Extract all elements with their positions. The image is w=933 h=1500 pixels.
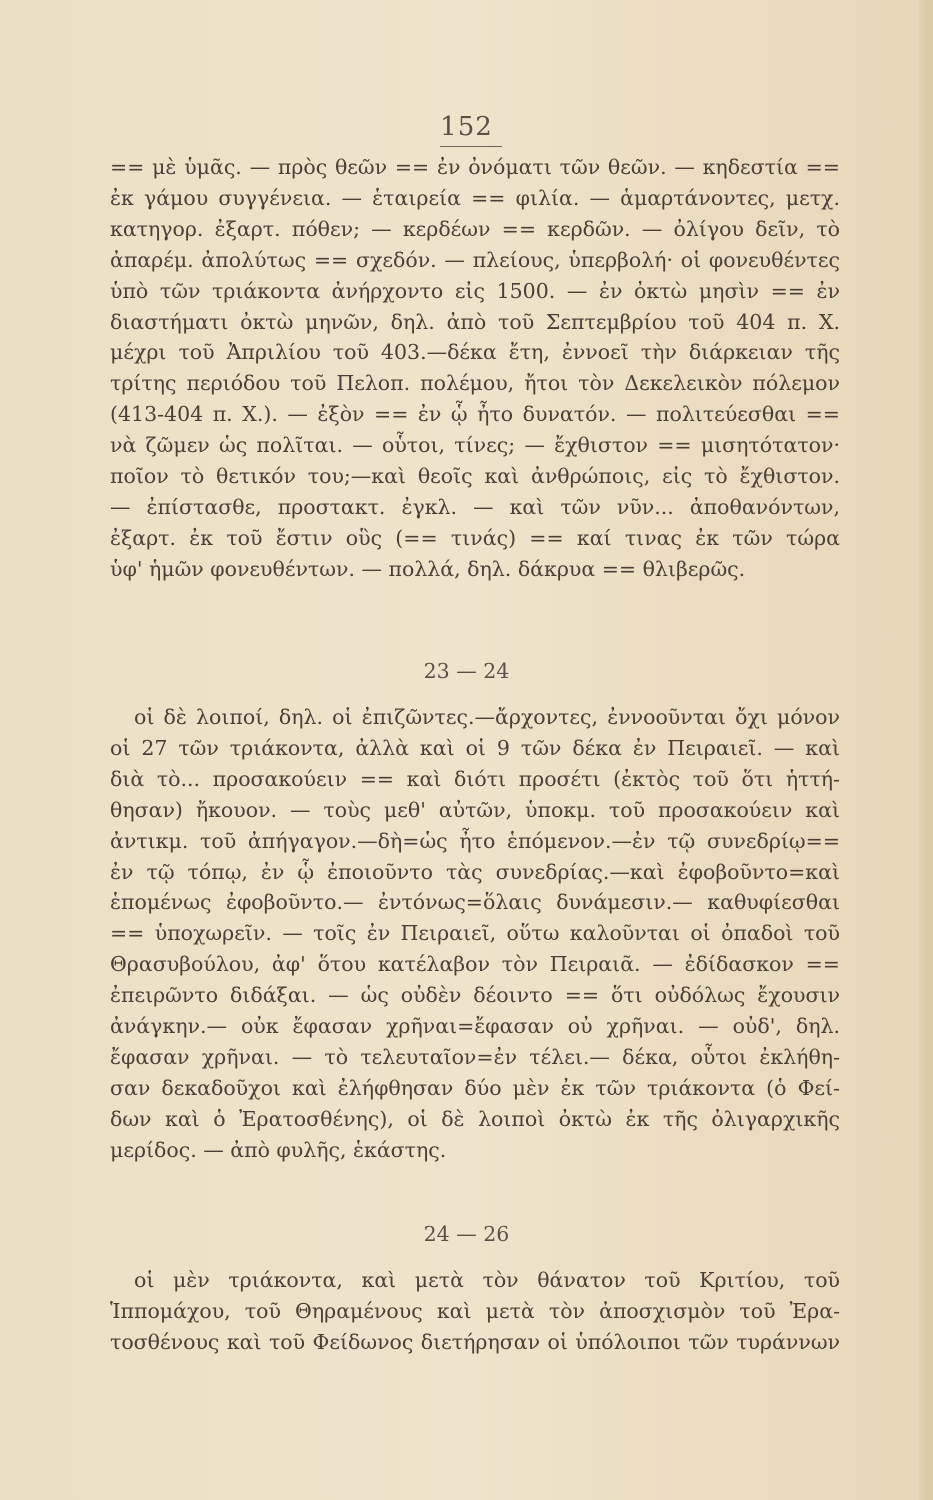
- text-line: οἱ δὲ λοιποί, δηλ. οἱ ἐπιζῶντες.—ἄρχοντες, ἐννοοῦνται ὄχι μόνον: [134, 705, 840, 729]
- text-line: ἐν τῷ τόπῳ, ἐν ᾧ ἐποιοῦντο τὰς συνεδρίας.—καὶ ἐφοβοῦντο=καὶ: [110, 859, 840, 884]
- text-line: ἐξαρτ. ἐκ τοῦ ἔστιν οὓς (== τινάς) == καί τινας ἐκ τῶν τώρα: [110, 525, 840, 550]
- text-line: ἑπομένως ἐφοβοῦντο.— ἐντόνως=ὅλαις δυνάμεσιν.— καθυφίεσθαι: [110, 890, 840, 915]
- text-line: ἐκ γάμου συγγένεια. — ἑταιρεία == φιλία. — ἁμαρτάνοντες, μετχ.: [110, 185, 840, 210]
- text-line: οἱ 27 τῶν τριάκοντα, ἀλλὰ καὶ οἱ 9 τῶν δέκα ἐν Πειραιεῖ. — καὶ: [110, 735, 840, 760]
- text-line: Ἱππομάχου, τοῦ Θηραμένους καὶ μετὰ τὸν ἀποσχισμὸν τοῦ Ἐρα-: [110, 1298, 840, 1323]
- text-line: ποῖον τὸ θετικόν του;—καὶ θεοῖς καὶ ἀνθρώποις, εἰς τὸ ἔχθιστον.: [110, 464, 840, 489]
- text-line: ἀνάγκην.— οὐκ ἔφασαν χρῆναι=ἔφασαν οὐ χρῆναι. — οὐδ', δηλ.: [110, 1014, 840, 1039]
- text-line: ἐπειρῶντο διδάξαι. — ὡς οὐδὲν δέοιντο == ὅτι οὐδόλως ἔχουσιν: [110, 983, 840, 1008]
- text-line: ἔφασαν χρῆναι. — τὸ τελευταῖον=ἐν τέλει.— δέκα, οὗτοι ἐκλήθη-: [110, 1044, 840, 1069]
- text-line: διὰ τὸ... προσακούειν == καὶ διότι προσέτι (ἐκτὸς τοῦ ὅτι ἡττή-: [110, 766, 840, 791]
- text-line: οἱ μὲν τριάκοντα, καὶ μετὰ τὸν θάνατον τοῦ Κριτίου, τοῦ: [134, 1268, 840, 1292]
- text-line: τρίτης περιόδου τοῦ Πελοπ. πολέμου, ἤτοι τὸν Δεκελεικὸν πόλεμον: [110, 371, 840, 396]
- text-line: νὰ ζῶμεν ὡς πολῖται. — οὗτοι, τίνες; — ἔχθιστον == μισητότατον·: [110, 433, 840, 458]
- text-line: κατηγορ. ἐξαρτ. πόθεν; — κερδέων == κερδῶν. — ὀλίγου δεῖν, τὸ: [110, 216, 840, 241]
- text-line: == μὲ ὑμᾶς. — πρὸς θεῶν == ἐν ὀνόματι τῶν θεῶν. — κηδεστία ==: [110, 155, 840, 179]
- commentary-block-1: [110, 152, 840, 585]
- section-heading-24-26: 24 — 26: [423, 1222, 510, 1246]
- text-line: ὑφ' ἡμῶν φονευθέντων. — πολλά, δηλ. δάκρυα == θλιβερῶς.: [110, 556, 746, 581]
- text-line: Θρασυβούλου, ἀφ' ὅτου κατέλαβον τὸν Πειραιᾶ. — ἐδίδασκον ==: [110, 952, 840, 977]
- commentary-block-2: [110, 702, 840, 1166]
- text-line: ὑπὸ τῶν τριάκοντα ἀνήρχοντο εἰς 1500. — ἐν ὀκτὼ μησὶν == ἐν: [110, 278, 840, 303]
- text-line: ἀπαρέμ. ἀπολύτως == σχεδόν. — πλείους, ὑπερβολή· οἱ φονευθέντες: [110, 247, 840, 272]
- text-line: σαν δεκαδοῦχοι καὶ ἐλήφθησαν δύο μὲν ἐκ τῶν τριάκοντα (ὁ Φεί-: [110, 1075, 840, 1100]
- page-edge: [919, 0, 933, 1500]
- commentary-block-3: [110, 1265, 840, 1358]
- text-line: == ὑποχωρεῖν. — τοῖς ἐν Πειραιεῖ, οὕτω καλοῦνται οἱ ὀπαδοὶ τοῦ: [110, 921, 840, 946]
- section-heading-23-24: 23 — 24: [423, 659, 510, 683]
- text-line: (413-404 π. Χ.). — ἐξὸν == ἐν ᾧ ἦτο δυνατόν. — πολιτεύεσθαι ==: [110, 402, 840, 427]
- text-line: μερίδος. — ἀπὸ φυλῆς, ἑκάστης.: [110, 1137, 447, 1162]
- text-line: — ἐπίστασθε, προστακτ. ἐγκλ. — καὶ τῶν νῦν... ἀποθανόντων,: [110, 494, 840, 519]
- text-line: δων καὶ ὁ Ἐρατοσθένης), οἱ δὲ λοιποὶ ὀκτὼ ἐκ τῆς ὀλιγαρχικῆς: [110, 1106, 840, 1131]
- text-line: διαστήματι ὀκτὼ μηνῶν, δηλ. ἀπὸ τοῦ Σεπτεμβρίου τοῦ 404 π. Χ.: [110, 309, 840, 334]
- text-line: μέχρι τοῦ Ἀπριλίου τοῦ 403.—δέκα ἔτη, ἐννοεῖ τὴν διάρκειαν τῆς: [110, 340, 840, 365]
- page-number-underline: [440, 146, 502, 147]
- page-number: 152: [440, 112, 493, 142]
- text-line: τοσθένους καὶ τοῦ Φείδωνος διετήρησαν οἱ ὑπόλοιποι τῶν τυράννων: [110, 1329, 840, 1354]
- text-line: θησαν) ἤκουον. — τοὺς μεθ' αὐτῶν, ὑποκμ. τοῦ προσακούειν καὶ: [110, 797, 840, 822]
- text-line: ἀντικμ. τοῦ ἀπήγαγον.—δὴ=ὡς ἦτο ἑπόμενον.—ἐν τῷ συνεδρίῳ==: [110, 828, 840, 853]
